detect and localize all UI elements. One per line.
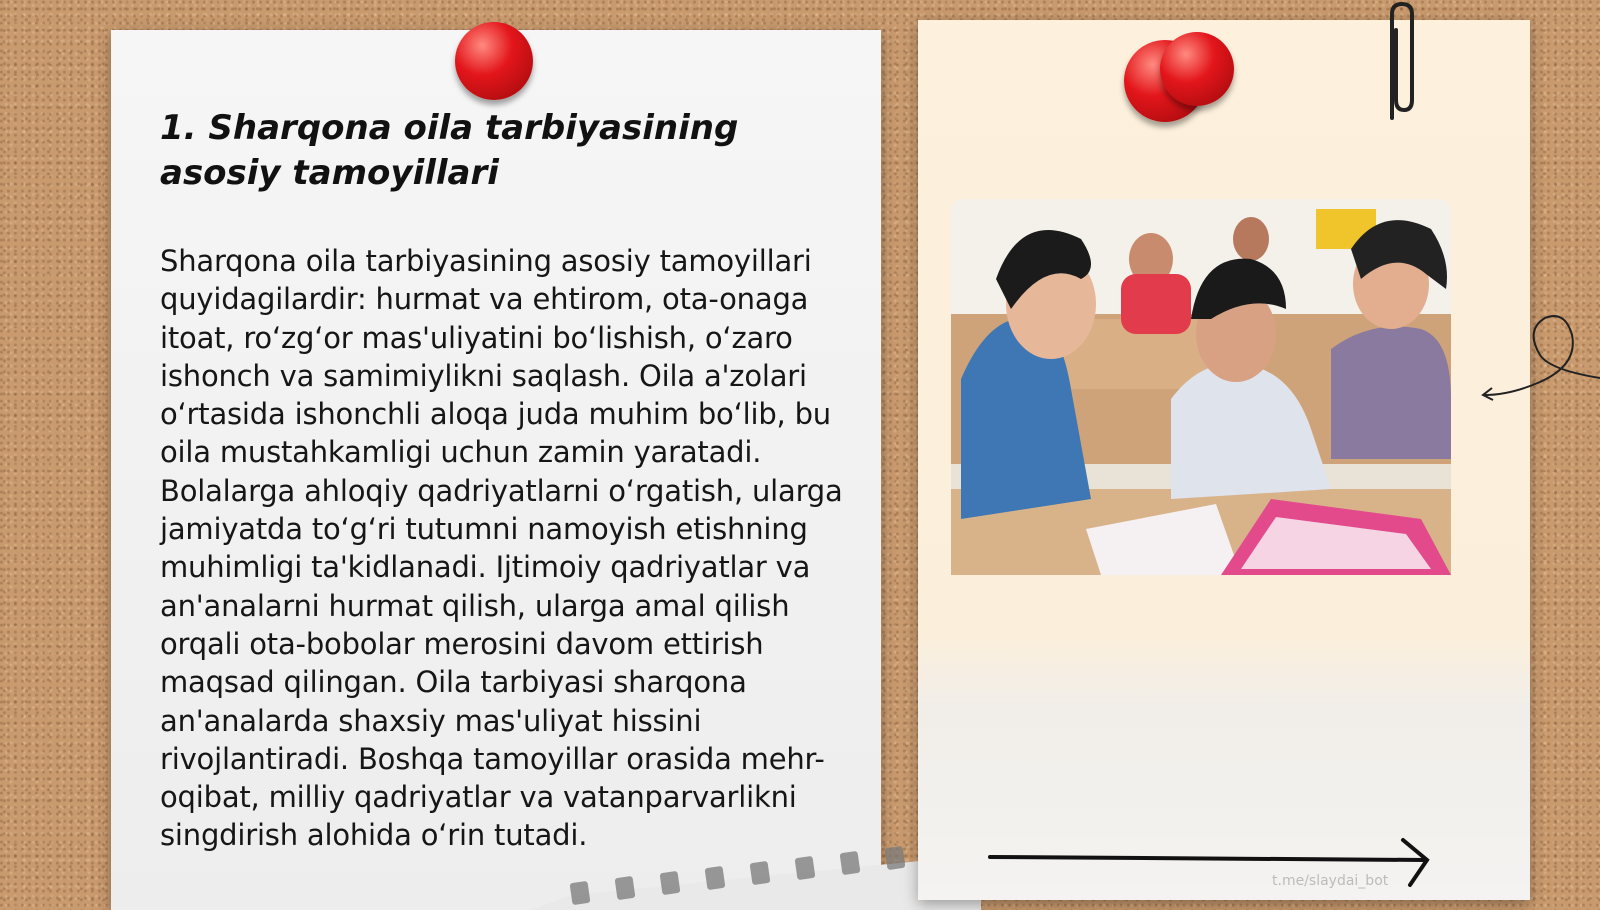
left-note-card: [111, 30, 881, 910]
push-pin-icon: [455, 22, 533, 100]
slide-body-text: Sharqona oila tarbiyasining asosiy tamoyillari quyidagilardir: hurmat va ehtirom, ota-onaga itoat, ro‘zg‘or mas'uliyatini bo‘lishish, o‘zaro ishonch va samimiylikni saqlash. Oila a'zolari o‘rtasida ishonchli aloqa juda muhim bo‘lib, bu oila mustahkamligi uchun zamin yaratadi. Bolalarga ahloqiy qadriyatlarni o‘rgatish, ularga jamiyatda to‘g‘ri tutumni namoyish etishning muhimligi ta'kidlanadi. Ijtimoiy qadriyatlar va an'analarni hurmat qilish, ularga amal qilish orqali ota-bobolar merosini davom ettirish maqsad qilingan. Oila tarbiyasi sharqona an'analarda shaxsiy mas'uliyat hissini rivojlantiradi. Boshqa tamoyillar orasida mehr-oqibat, milliy qadriyatlar va vatanparvarlikni singdirish alohida o‘rin tutadi.: [160, 244, 843, 853]
watermark-text: t.me/slaydai_bot: [1272, 873, 1389, 889]
push-pin-icon: [1160, 32, 1234, 106]
slide-title: 1. Sharqona oila tarbiyasining asosiy tamoyillari: [160, 108, 739, 193]
children-classroom-photo: [951, 199, 1451, 575]
paper-clip-icon: [1374, 0, 1424, 125]
torn-paper-decoration: [531, 800, 981, 910]
curly-arrow-icon: [1480, 310, 1600, 410]
